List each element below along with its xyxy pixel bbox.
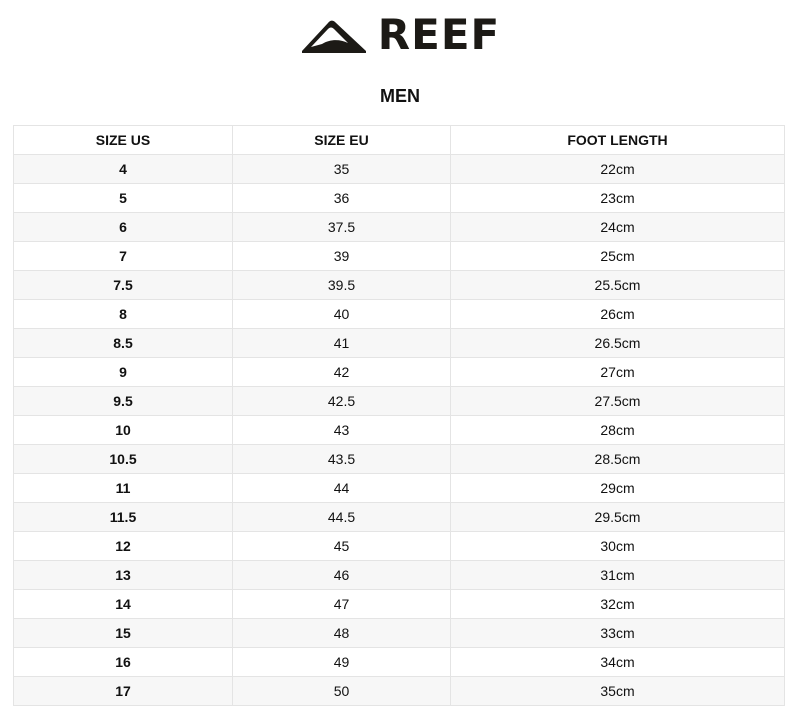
cell-size-eu: 36 [233, 184, 451, 213]
cell-size-us: 6 [14, 213, 233, 242]
cell-size-us: 8 [14, 300, 233, 329]
cell-size-eu: 41 [233, 329, 451, 358]
cell-size-us: 8.5 [14, 329, 233, 358]
column-header-size-us: SIZE US [14, 126, 233, 155]
size-chart-table [13, 125, 785, 706]
cell-size-eu: 50 [233, 677, 451, 706]
cell-foot-length: 29cm [451, 474, 785, 503]
cell-foot-length: 26.5cm [451, 329, 785, 358]
table-row [14, 503, 785, 532]
cell-size-us: 11 [14, 474, 233, 503]
cell-foot-length: 32cm [451, 590, 785, 619]
cell-foot-length: 34cm [451, 648, 785, 677]
cell-foot-length: 29.5cm [451, 503, 785, 532]
table-row [14, 329, 785, 358]
cell-size-us: 5 [14, 184, 233, 213]
brand-header [0, 10, 800, 59]
table-row [14, 387, 785, 416]
cell-foot-length: 27cm [451, 358, 785, 387]
cell-size-eu: 39 [233, 242, 451, 271]
cell-foot-length: 28cm [451, 416, 785, 445]
cell-size-us: 15 [14, 619, 233, 648]
cell-foot-length: 35cm [451, 677, 785, 706]
cell-size-eu: 48 [233, 619, 451, 648]
table-row [14, 300, 785, 329]
table-row [14, 213, 785, 242]
column-header-size-eu: SIZE EU [233, 126, 451, 155]
cell-size-eu: 46 [233, 561, 451, 590]
cell-foot-length: 31cm [451, 561, 785, 590]
table-row [14, 532, 785, 561]
table-row [14, 590, 785, 619]
cell-size-eu: 43.5 [233, 445, 451, 474]
brand-wordmark: REEF [377, 10, 501, 59]
cell-foot-length: 25.5cm [451, 271, 785, 300]
cell-foot-length: 24cm [451, 213, 785, 242]
cell-size-eu: 43 [233, 416, 451, 445]
cell-foot-length: 33cm [451, 619, 785, 648]
reef-wave-logo-icon [300, 17, 368, 53]
cell-size-us: 7 [14, 242, 233, 271]
cell-size-us: 9.5 [14, 387, 233, 416]
cell-foot-length: 28.5cm [451, 445, 785, 474]
table-header-row [14, 126, 785, 155]
cell-size-us: 7.5 [14, 271, 233, 300]
cell-size-eu: 44.5 [233, 503, 451, 532]
table-row [14, 561, 785, 590]
cell-size-us: 13 [14, 561, 233, 590]
cell-size-eu: 37.5 [233, 213, 451, 242]
cell-size-us: 4 [14, 155, 233, 184]
table-row [14, 271, 785, 300]
cell-size-us: 10 [14, 416, 233, 445]
cell-size-eu: 42.5 [233, 387, 451, 416]
cell-size-eu: 42 [233, 358, 451, 387]
cell-foot-length: 25cm [451, 242, 785, 271]
table-row [14, 184, 785, 213]
cell-size-eu: 47 [233, 590, 451, 619]
cell-size-eu: 49 [233, 648, 451, 677]
table-body [14, 155, 785, 706]
table-row [14, 242, 785, 271]
table-row [14, 358, 785, 387]
cell-size-us: 12 [14, 532, 233, 561]
table-row [14, 677, 785, 706]
cell-size-us: 16 [14, 648, 233, 677]
cell-size-eu: 39.5 [233, 271, 451, 300]
column-header-foot-length: FOOT LENGTH [451, 126, 785, 155]
cell-foot-length: 26cm [451, 300, 785, 329]
table-row [14, 416, 785, 445]
table-row [14, 648, 785, 677]
section-title: MEN [380, 86, 420, 106]
cell-foot-length: 22cm [451, 155, 785, 184]
table-row [14, 619, 785, 648]
table-row [14, 445, 785, 474]
cell-size-us: 9 [14, 358, 233, 387]
cell-size-eu: 40 [233, 300, 451, 329]
table-row [14, 474, 785, 503]
cell-size-eu: 44 [233, 474, 451, 503]
cell-size-eu: 45 [233, 532, 451, 561]
cell-foot-length: 27.5cm [451, 387, 785, 416]
cell-size-us: 17 [14, 677, 233, 706]
cell-foot-length: 30cm [451, 532, 785, 561]
cell-size-us: 14 [14, 590, 233, 619]
cell-foot-length: 23cm [451, 184, 785, 213]
cell-size-us: 10.5 [14, 445, 233, 474]
cell-size-us: 11.5 [14, 503, 233, 532]
table-row [14, 155, 785, 184]
cell-size-eu: 35 [233, 155, 451, 184]
